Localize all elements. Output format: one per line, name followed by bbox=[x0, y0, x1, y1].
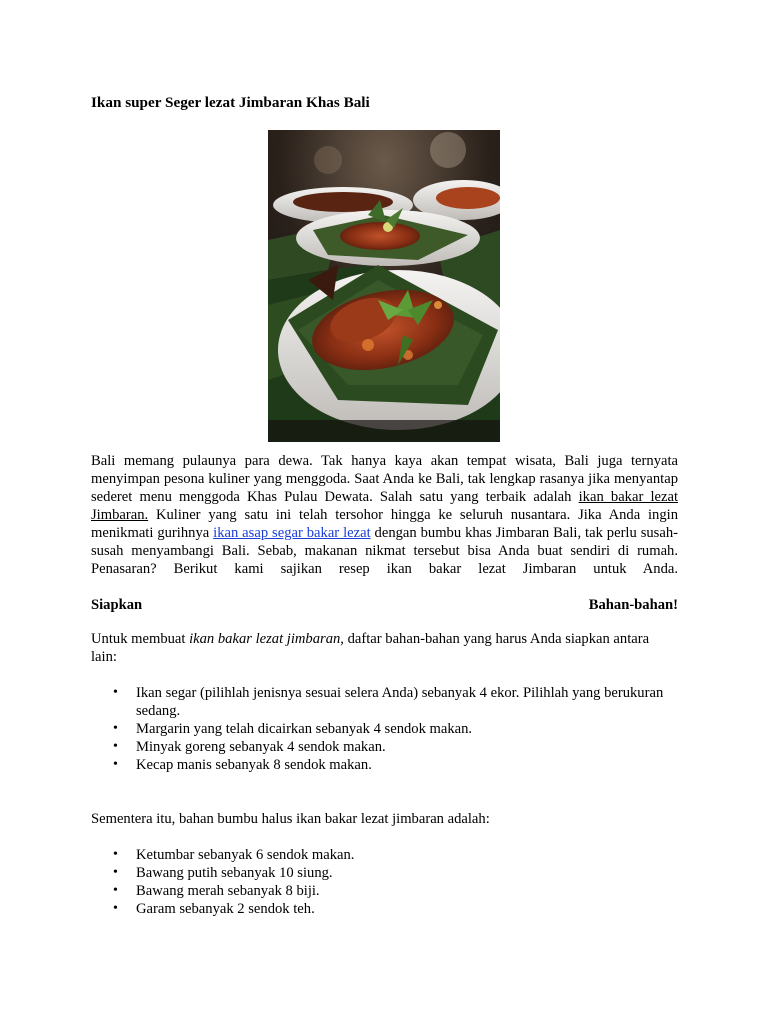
ingredients-intro-text-end: , daftar bahan-bahan yang harus Anda siapkan antara lain: bbox=[91, 631, 650, 665]
ingredients-intro-text: Untuk membuat bbox=[91, 631, 190, 647]
list-item bbox=[91, 756, 678, 774]
list-item bbox=[91, 738, 678, 756]
list-item-text: Minyak goreng sebanyak 4 sendok makan. bbox=[136, 739, 386, 755]
page-title: Ikan super Seger lezat Jimbaran Khas Bali bbox=[91, 94, 370, 111]
intro-paragraph bbox=[91, 452, 678, 578]
list-item-text: Garam sebanyak 2 sendok teh. bbox=[136, 901, 315, 917]
list-item-text: Ketumbar sebanyak 6 sendok makan. bbox=[136, 847, 355, 863]
list-item-text: Kecap manis sebanyak 8 sendok makan. bbox=[136, 757, 372, 773]
list-item bbox=[91, 900, 678, 918]
bullet-icon: • bbox=[113, 865, 118, 880]
list-item bbox=[91, 684, 678, 720]
intro-text-2: Kuliner yang satu ini telah tersohor hingga ke seluruh nusantara. Jika Anda ingin menikmati gurihnya bbox=[91, 507, 678, 541]
bullet-icon: • bbox=[113, 847, 118, 862]
bullet-icon: • bbox=[113, 685, 118, 700]
section-heading bbox=[91, 596, 678, 614]
recipe-link[interactable]: ikan asap segar bakar lezat bbox=[213, 525, 371, 541]
list-item-text: Bawang merah sebanyak 8 biji. bbox=[136, 883, 320, 899]
ingredients-list bbox=[91, 684, 678, 774]
list-item bbox=[91, 882, 678, 900]
bullet-icon: • bbox=[113, 901, 118, 916]
intro-text-3: dengan bumbu khas Jimbaran Bali, tak perlu susah-susah menyambangi Bali. Sebab, makanan nikmat tersebut bisa Anda buat sendiri di rumah. Penasaran? Berikut kami sajikan resep ikan bakar lezat Jimbaran untuk Anda. bbox=[91, 525, 678, 577]
bullet-icon: • bbox=[113, 739, 118, 754]
intro-text-1: Bali memang pulaunya para dewa. Tak hanya kaya akan tempat wisata, Bali juga ternyata menyimpan pesona kuliner yang menggoda. Saat Anda ke Bali, tak lengkap rasanya jika menyantap sederet menu menggoda Khas Pulau Dewata. Salah satu yang terbaik adalah bbox=[91, 453, 678, 505]
list-item bbox=[91, 846, 678, 864]
list-item-text: Ikan segar (pilihlah jenisnya sesuai selera Anda) sebanyak 4 ekor. Pilihlah yang berukuran sedang. bbox=[136, 685, 664, 719]
bullet-icon: • bbox=[113, 721, 118, 736]
section-heading-right: Bahan-bahan! bbox=[588, 597, 678, 613]
dish-name-italic: ikan bakar lezat jimbaran bbox=[189, 631, 341, 647]
ingredients-intro bbox=[91, 630, 678, 666]
bullet-icon: • bbox=[113, 757, 118, 772]
bullet-icon: • bbox=[113, 883, 118, 898]
underlined-term: ikan bakar lezat Jimbaran. bbox=[91, 489, 678, 523]
section-heading-left: Siapkan bbox=[91, 597, 143, 613]
list-item-text: Margarin yang telah dicairkan sebanyak 4 sendok makan. bbox=[136, 721, 473, 737]
list-item bbox=[91, 720, 678, 738]
list-item bbox=[91, 864, 678, 882]
bumbu-intro: Sementera itu, bahan bumbu halus ikan bakar lezat jimbaran adalah: bbox=[91, 811, 490, 827]
bumbu-list bbox=[91, 846, 678, 918]
grilled-fish-photo bbox=[268, 130, 500, 442]
list-item-text: Bawang putih sebanyak 10 siung. bbox=[136, 865, 333, 881]
